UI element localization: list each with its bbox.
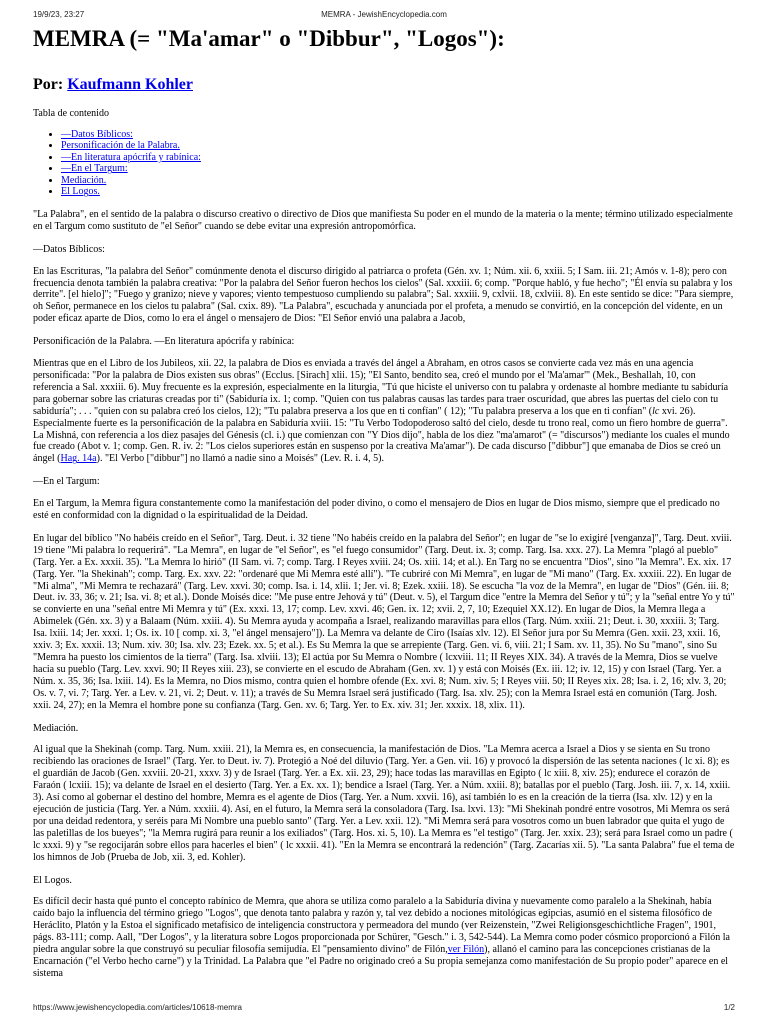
toc-link-personificacion[interactable]: Personificación de la Palabra. — [61, 140, 180, 152]
paragraph-personification — [33, 358, 735, 465]
toc-link-targum[interactable]: —En el Targum: — [61, 163, 128, 175]
paragraph-logos — [33, 896, 735, 979]
section-heading-mediation: Mediación. — [33, 722, 79, 734]
paragraph-targum-2: En lugar del bíblico "No habéis creído en el Señor", Targ. Deut. i. 32 tiene "No habéis creído en la palabra del Señor"; en lugar de "se lo exigiré [venganza]", Targ. Deut. xviii. 19 tiene "Mi palabra lo requerirá". "La Memra", en lugar de "el Señor", es "el fuego consumidor" (Targ. Deut. ix. 3; comp. Targ. Isa. xxx. 27). La Memra "plagó al pueblo" (Targ. Yer. a Ex. xxxii. 35). "La Memra lo hirió" (II Sam. vi. 7; comp. Targ. I Reyes xviii. 24; Os. xiii. 14; et al.). En Targ no se encuentra "Dios", sino "la Memra". Ex. xix. 17 (Targ. Yer. "la Shekinah"; comp. Targ. Ex. xxv. 22: "ordenaré que Mi Memra esté allí"). "Te cubriré con Mi Memra", en lugar de "Mi mano" (Targ. Ex. xxxiii. 22). En lugar de "Mi alma", "Mi Memra te rechazará" (Targ. Lev. xxvi. 30; comp. Isa. i. 14, xlii. 1; Jer. vi. 8; Ezek. xxiii. 18). Se escucha "la voz de la Memra", en lugar de "Dios" (Gén. iii. 8; Deut. iv. 33, 36; v. 21; Isa. vi. 8; et al.). Donde Moisés dice: "Me puse entre Jehová y tú" (Deut. v. 5), el Targum dice "entre la Memra del Señor y tú"; y la "señal entre Yo y tú" se convierte en una "señal entre Mi Memra y tú" (Ex. xxxi. 13, 17; comp. Lev. xxvi. 46; Gen. ix. 12; xvii. 2, 7, 10; Ezequiel XX.12). En lugar de Dios, la Memra llega a Abimelek (Gén. xx. 3) y a Balaam (Núm. xxiii. 4). Su Memra ayuda y acompaña a Israel, realizando maravillas para ellos (Targ. Núm. xxiii. 21; Deut. i. 30, xxxiii. 3; Targ. Isa. lxiii. 14; Jer. xxxi. 1; Os. ix. 10 [ comp. xi. 3, "el ángel mensajero"]). La Memra va delante de Ciro (Isaías xlv. 12). El Señor jura por Su Memra (Gen. xxii. 23, xxii. 16, xxiv. 3; Ex. xxxii. 13; Num. xiv. 30; Isa. xlv. 23; Ezek. xx. 5; et al.). Es Su Memra la que se arrepiente (Targ. Gen. vi. 6, viii. 21; I Sam. xv. 11, 35). No Su "mano", sino Su "Memra ha puesto los cimientos de la tierra" (Targ. Isa. xlviii. 13); El actúa por Su Memra o Nombre ( lcxviii. 11; II Reyes XIX. 34). A través de la Memra, Dios se vuelve hacia su pueblo (Targ. Lev. xxvi. 90; II Reyes xiii. 23), se convierte en el escudo de Abraham (Gen. xv. 1) y está con Moisés (Ex. iii. 12; iv. 12, 15) y con Israel (Targ. Yer. a Núm. x. 35, 36; Isa. lxiii. 14). Es la Memra, no Dios mismo, contra quien el hombre ofende (Ex. xvi. 8; Num. xiv. 5; I Reyes viii. 50; II Reyes xix. 28; Isa. i. 2, 16; xlv. 3, 20; Os. v. 7, vi. 7; Targ. Yer. a Lev. v. 21, vi. 2; Deut. v. 11); a través de Su Memra Israel será justificado (Targ. Isa. xlv. 25); con la Memra Israel está en comunión (Targ. Josh. xxii. 24, 27); en la Memra el hombre pone su confianza (Targ. Gen. xv. 6; Targ. Yer. to Ex. xiv. 31; Jer. xxxix. 18, xlix. 11). — [33, 532, 735, 711]
lc-abbrev: lc — [652, 405, 660, 417]
author-link[interactable]: Kaufmann Kohler — [67, 76, 193, 93]
ver-filon-link[interactable]: ver Filón — [447, 944, 485, 956]
section-heading-personification: Personificación de la Palabra. —En literatura apócrifa y rabínica: — [33, 336, 295, 348]
byline — [33, 76, 735, 94]
text-span: ), allanó el camino para las concepciones cristianas de la Encarnación ("el Verbo hecho carne") y la Trinidad. La Palabra que "el Padre no originado creó a Su propia semejanza como manifestación de Su propio poder" aparece en el sistema — [33, 944, 729, 979]
intro-paragraph: "La Palabra", en el sentido de la palabra o discurso creativo o directivo de Dios que manifiesta Su poder en el mundo de la materia o la mente; término utilizado especialmente en el Targum como sustituto de "el Señor" cuando se debe evitar una expresión antropomórfica. — [33, 208, 733, 232]
toc-item — [61, 163, 735, 175]
toc-item — [61, 152, 735, 164]
toc-item — [61, 186, 735, 198]
text-span: ). "El Verbo ["dibbur"] no llamó a nadie sino a Moisés" (Lev. R. i. 4, 5). — [96, 453, 384, 465]
print-footer — [33, 1003, 735, 1012]
table-of-contents — [33, 129, 735, 198]
section-heading-targum: —En el Targum: — [33, 476, 100, 488]
section-heading-biblical: —Datos Bíblicos: — [33, 243, 105, 255]
byline-prefix: Por: — [33, 76, 68, 93]
hag-14a-link[interactable]: Hag. 14a — [60, 453, 97, 465]
toc-link-logos[interactable]: El Logos. — [61, 186, 100, 198]
text-span: xvi. 26). Especialmente fuerte es la personificación de la palabra en Sabiduría xviii. 15: "Tu Verbo Todopoderoso saltó del cielo, desde tu trono real, como un fiero hombre de guerra". La Mishná, con referencia a los diez pasajes del Génesis (cl. i.) que comienzan con "Y Dios dijo", habla de los diez "ma'amarot" (= "discursos") mediante los cuales el mundo fue creado (Abot v. 1; comp. Gen. R. iv. 2: "Los cielos superiores están en suspenso por la creativa Ma'amar"). De cada discurso ["dibbur"] que emanaba de Dios se creó un ángel ( — [33, 405, 730, 465]
section-heading-logos: El Logos. — [33, 874, 72, 886]
article-title: MEMRA (= "Ma'amar" o "Dibbur", "Logos"): — [33, 26, 505, 51]
paragraph-mediation: Al igual que la Shekinah (comp. Targ. Num. xxiii. 21), la Memra es, en consecuencia, la manifestación de Dios. "La Memra acerca a Israel a Dios y se sienta en Su trono recibiendo las oraciones de Israel" (Targ. Yer. to Deut. iv. 7). Protegió a Noé del diluvio (Targ. Yer. a Gen. vii. 16) y provocó la dispersión de las setenta naciones ( lc xi. 8); es el guardián de Jacob (Gen. xxviii. 20-21, xxxv. 3) y de Israel (Targ. Yer. a Ex. xii. 23, 29); hace todas las maravillas en Egipto ( lc xiii. 8, xiv. 25); endurece el corazón de Faraón ( lcxiii. 15); va delante de Israel en el desierto (Targ. Yer. a Ex. xx. 1); bendice a Israel (Targ. Yer. a Núm. xxiii. 8); batallas por el pueblo (Targ. Josh. iii. 7, x. 14, xxiii. 3). Así como al gobernar el destino del hombre, Memra es el agente de Dios (Targ. Yer. a Num. xxvii. 16), así también lo es en la creación de la tierra (Isa. xlv. 12) y en la ejecución de justicia (Targ. Yer. a Núm. xxxiii. 4). Así, en el futuro, la Memra será la consoladora (Targ. Isa. lxvi. 13): "Mi Shekinah pondré entre vosotros, Mi Memra os será por una deidad redentora, y seréis para Mi Nombre una pueblo santo" (Targ. Yer. a Lev. xxii. 12). "Mi Memra será para vosotros como un buen labrador que quita el yugo de las paletillas de los bueyes"; "la Memra rugirá para reunir a los exiliados" (Targ. Hos. xi. 5, 10). La Memra es "el testigo" (Targ. Jer. xxix. 23); será para Israel como un padre ( lc xxxi. 9) y "se regocijarán sobre ellos para hacerles el bien" ( lc xxxii. 41). "En la Memra se encontrará la redención" (Targ. Zacarías xii. 5). "La santa Palabra" fue el tema de los himnos de Job (Prueba de Job, xii. 3, ed. Kohler). — [33, 744, 735, 863]
toc-title: Tabla de contenido — [33, 108, 109, 119]
toc-item — [61, 129, 735, 141]
text-span: Es difícil decir hasta qué punto el concepto rabínico de Memra, que ahora se utiliza como paralelo a la Sabiduría divina y nuevamente como paralelo a la Shekinah, había caído bajo la influencia del término griego "Logos", que denota tanto palabra y razón y, tal vez debido a nociones mitológicas egipcias, asumió en el sistema filosófico de Heráclito, Platón y la Estoa el significado metafísico de inteligencia constructora y permeadora del mundo (ver Reizenstein, "Zwei Religionsgeschichtliche Fragen", 1901, págs. 83-111; comp. Aall, "Der Logos", y la literatura sobre Logos proporcionada por Schürer, "Gesch." i. 3, 542-544). La Memra como poder cósmico proporcionó a Filón la piedra angular sobre la que construyó su peculiar filosofía semijudía. El "pensamiento divino" de Filón, — [33, 896, 730, 956]
paragraph-biblical: En las Escrituras, "la palabra del Señor" comúnmente denota el discurso dirigido al patriarca o profeta (Gén. xv. 1; Núm. xii. 6, xxiii. 5; I Sam. iii. 21; Amós v. 1-8); pero con frecuencia denota también la palabra creativa: "Por la palabra del Señor fueron hechos los cielos" (Sal. xxxiii. 6; comp. "Porque habló, y fue hecho"; "Él envía su palabra y los derrite". [el hielo]"; "Fuego y granizo; nieve y vapores; viento tempestuoso cumpliendo su palabra"; Sal. xxxiii. 9, cxlvii. 18, cxlviii. 8). En este sentido se dice: "Para siempre, oh Señor, permanece en los cielos tu palabra" (Sal. cxix. 89). "La Palabra", escuchada y anunciada por el profeta, a menudo se convirtió, en la concepción del vidente, en un poder eficaz aparte de Dios, como lo era el ángel o mensajero de Dios: "El Señor envió una palabra a Jacob, — [33, 265, 734, 325]
toc-link-literatura-apocrifa[interactable]: —En literatura apócrifa y rabínica: — [61, 151, 201, 163]
paragraph-targum-1: En el Targum, la Memra figura constantemente como la manifestación del poder divino, o como el mensajero de Dios en lugar de Dios mismo, siempre que el predicado no esté en conformidad con la dignidad o la espiritualidad de la Deidad. — [33, 498, 720, 522]
print-header — [33, 10, 735, 19]
print-page-number: 1/2 — [723, 1003, 735, 1012]
toc-item — [61, 175, 735, 187]
print-page-title: MEMRA - JewishEncyclopedia.com — [321, 10, 447, 19]
article — [33, 24, 735, 991]
text-span: Mientras que en el Libro de los Jubileos, xii. 22, la palabra de Dios es enviada a través del ángel a Abraham, en otros casos se convierte cada vez más en una agencia personificada: "Por la palabra de Dios existen sus obras" (Ecclus. [Sirach] xlii. 15); "El Santo, bendito sea, creó el mundo por el 'Ma'amar'" (Mek., Beshallah, 10, con referencia a Sal. xxxiii. 6). Muy frecuente es la expresión, especialmente en la liturgia, "Tú que hiciste el universo con tu palabra y ordenaste al hombre mediante tu sabiduría para gobernar sobre las criaturas creadas por ti" (Sabiduría ix. 1; comp. "Quien con tus palabras causas las tardes para traer oscuridad, que abres las puertas del cielo con tu sabiduría"; . . . "quien con su palabra creó los cielos, 12); "Tu palabra preserva a los que en ti confían" ( 12); "Tu palabra preserva a los que en ti confían" ( — [33, 358, 729, 417]
toc-link-mediacion[interactable]: Mediación. — [61, 174, 107, 186]
toc-item — [61, 140, 735, 152]
toc-link-datos-biblicos[interactable]: —Datos Bíblicos: — [61, 128, 133, 140]
print-url: https://www.jewishencyclopedia.com/articles/10618-memra — [33, 1003, 242, 1012]
print-datetime: 19/9/23, 23:27 — [33, 10, 85, 19]
